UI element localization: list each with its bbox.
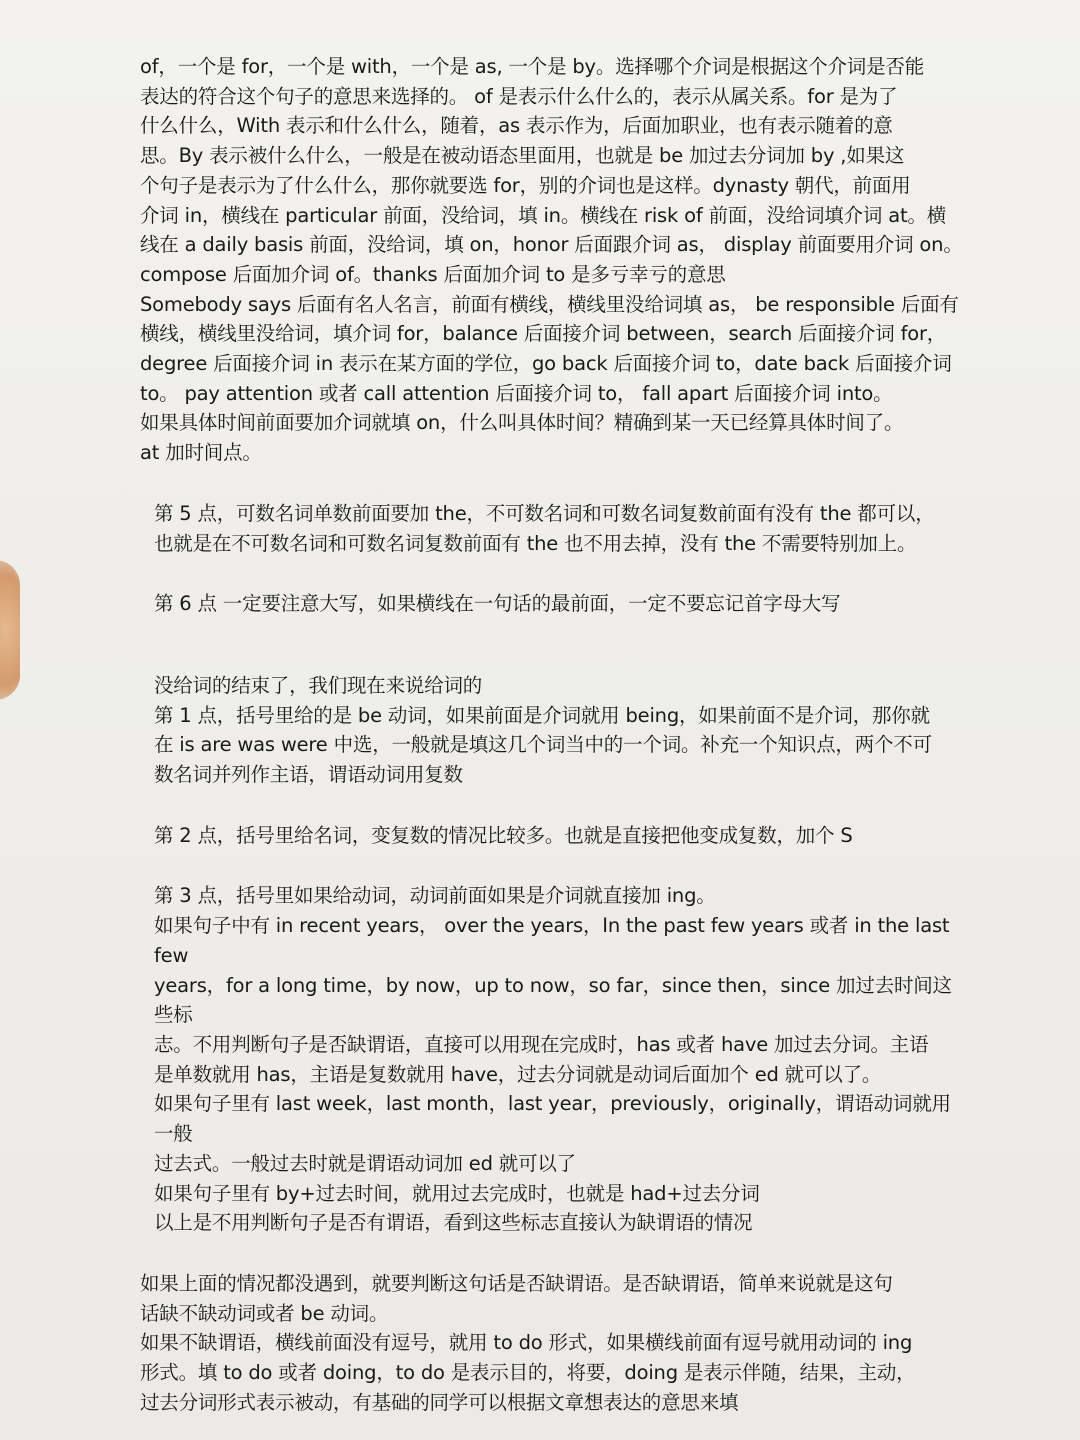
text-line: 是单数就用 has，主语是复数就用 have，过去分词就是动词后面加个 ed 就可以了。 <box>154 1062 882 1086</box>
spacer <box>140 1238 970 1269</box>
text-line: 思。By 表示被什么什么，一般是在被动语态里面用，也就是 be 加过去分词加 by ,如果这 <box>140 144 905 168</box>
text-line: 以上是不用判断句子是否有谓语，看到这些标志直接认为缺谓语的情况 <box>154 1211 753 1235</box>
text-line: 第 2 点，括号里给名词，变复数的情况比较多。也就是直接把他变成复数，加个 S <box>154 823 853 847</box>
text-line: 也就是在不可数名词和可数名词复数前面有 the 也不用去掉，没有 the 不需要特别加上。 <box>154 531 917 555</box>
text-line: 如果具体时间前面要加介词就填 on，什么叫具体时间？精确到某一天已经算具体时间了。 <box>140 411 904 435</box>
text-line: 在 is are was were 中选，一般就是填这几个词当中的一个词。补充一个知识点，两个不可 <box>154 733 932 757</box>
spacer <box>140 790 970 821</box>
text-line: 没给词的结束了，我们现在来说给词的 <box>154 673 483 697</box>
text-line: 横线，横线里没给词，填介词 for，balance 后面接介词 between，search 后面接介词 for， <box>140 322 947 346</box>
text-line: 介词 in，横线在 particular 前面，没给词，填 in。横线在 risk of 前面，没给词填介词 at。横 <box>140 203 946 227</box>
text-line: 第 1 点，括号里给的是 be 动词，如果前面是介词就用 being，如果前面不是介词，那你就 <box>154 703 930 727</box>
text-line: 第 5 点，可数名词单数前面要加 the，不可数名词和可数名词复数前面有没有 the 都可以， <box>154 501 935 525</box>
text-line: 第 6 点 一定要注意大写，如果横线在一句话的最前面，一定不要忘记首字母大写 <box>154 592 841 616</box>
text-line: 个句子是表示为了什么什么，那你就要选 for，别的介词也是这样。dynasty 朝代，前面用 <box>140 173 911 197</box>
paragraph-point-6 <box>140 589 970 619</box>
text-line: 志。不用判断句子是否缺谓语，直接可以用现在完成时，has 或者 have 加过去分词。主语 <box>154 1032 929 1056</box>
text-line: years，for a long time，by now，up to now，so far，since then，since 加过去时间这些标 <box>154 973 952 1027</box>
text-line: 表达的符合这个句子的意思来选择的。 of 是表示什么什么的，表示从属关系。for 是为了 <box>140 84 898 108</box>
text-line: degree 后面接介词 in 表示在某方面的学位，go back 后面接介词 to，date back 后面接介词 <box>140 352 952 376</box>
paragraph-prepositions <box>140 52 970 468</box>
text-line: of，一个是 for，一个是 with，一个是 as, 一个是 by。选择哪个介词是根据这个介词是否能 <box>140 55 924 78</box>
text-line: to。 pay attention 或者 call attention 后面接介词 to， fall apart 后面接介词 into。 <box>140 381 893 405</box>
text-line: Somebody says 后面有名人名言，前面有横线，横线里没给词填 as， be responsible 后面有 <box>140 292 959 316</box>
text-line: 话缺不缺动词或者 be 动词。 <box>140 1301 389 1325</box>
paragraph-given-point-2 <box>140 821 970 851</box>
paragraph-point-5 <box>140 499 970 558</box>
text-line: 过去式。一般过去时就是谓语动词加 ed 就可以了 <box>154 1151 576 1175</box>
text-line: 形式。填 to do 或者 doing，to do 是表示目的，将要，doing 是表示伴随，结果，主动， <box>140 1361 916 1385</box>
text-line: compose 后面加介词 of。thanks 后面加介词 to 是多亏幸亏的意思 <box>140 262 726 286</box>
text-line: 数名词并列作主语，谓语动词用复数 <box>154 763 463 787</box>
text-line: 什么什么，With 表示和什么什么，随着，as 表示作为，后面加职业，也有表示随着的意 <box>140 114 893 138</box>
text-line: 如果句子中有 in recent years， over the years，In the past few years 或者 in the last few <box>154 914 950 967</box>
spacer <box>140 558 970 589</box>
finger-edge <box>0 560 20 700</box>
paragraph-predicate-check <box>140 1269 970 1418</box>
spacer <box>140 468 970 499</box>
text-line: 第 3 点，括号里如果给动词，动词前面如果是介词就直接加 ing。 <box>154 884 716 908</box>
text-line: 如果上面的情况都没遇到，就要判断这句话是否缺谓语。是否缺谓语，简单来说就是这句 <box>140 1271 893 1295</box>
text-line: at 加时间点。 <box>140 441 262 465</box>
paragraph-given-point-3 <box>140 881 970 1237</box>
text-line: 如果句子里有 by+过去时间，就用过去完成时，也就是 had+过去分词 <box>154 1181 760 1205</box>
spacer <box>140 850 970 881</box>
text-line: 如果句子里有 last week，last month，last year，previously，originally，谓语动词就用一般 <box>154 1092 951 1146</box>
text-line: 如果不缺谓语，横线前面没有逗号，就用 to do 形式，如果横线前面有逗号就用动词的 ing <box>140 1331 913 1355</box>
text-line: 线在 a daily basis 前面，没给词，填 on，honor 后面跟介词 as， display 前面要用介词 on。 <box>140 233 963 257</box>
text-line: 过去分词形式表示被动，有基础的同学可以根据文章想表达的意思来填 <box>140 1390 739 1414</box>
document-text <box>140 52 970 1417</box>
paragraph-given-point-1 <box>140 671 970 790</box>
spacer <box>140 619 970 671</box>
